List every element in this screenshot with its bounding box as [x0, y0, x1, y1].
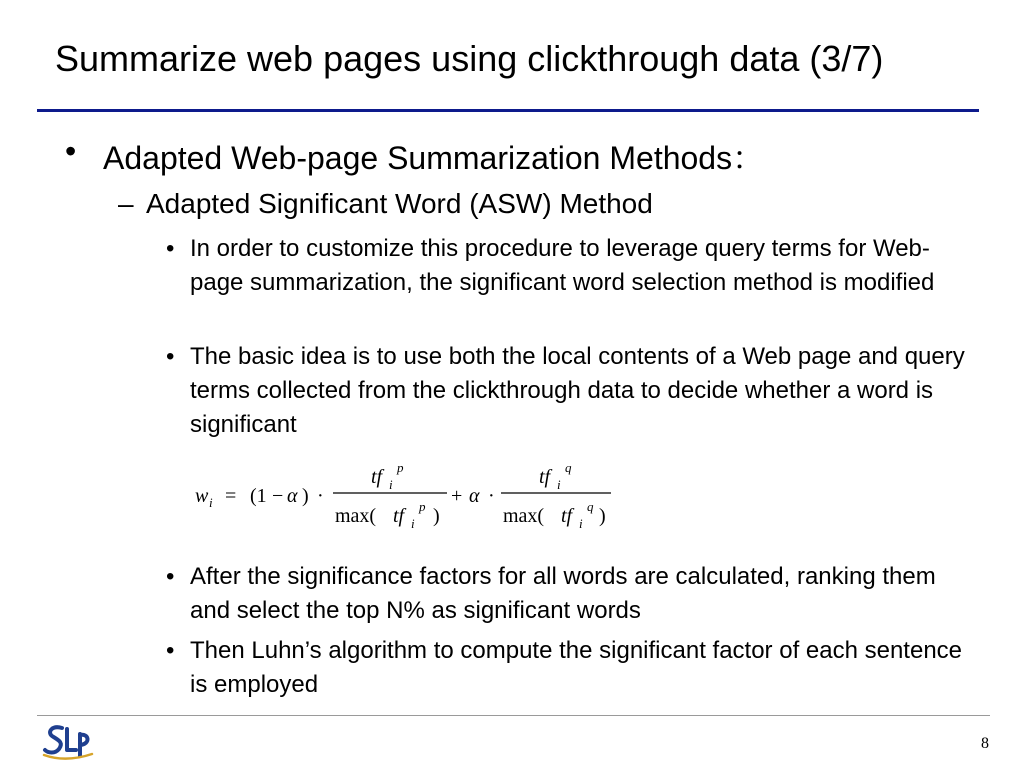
formula-tf: tf: [371, 466, 383, 488]
title-divider: [37, 109, 979, 112]
slp-logo-icon: [42, 722, 94, 767]
formula-cdot: ·: [317, 485, 324, 507]
formula-sub-i: i: [209, 495, 213, 510]
formula-equals: =: [225, 485, 237, 507]
formula-max-open: max(: [503, 505, 545, 527]
formula-alpha: α: [469, 485, 480, 507]
bullet-icon: •: [166, 343, 175, 370]
bullet-text: In order to customize this procedure to leverage query terms for Web-page summarization, the significant word selection method is modified: [190, 235, 935, 296]
formula-tf: tf: [539, 466, 551, 488]
formula: [195, 458, 625, 543]
dash-icon: –: [118, 188, 134, 219]
bullet-icon: •: [166, 637, 175, 664]
formula-sup-q: q: [587, 499, 594, 514]
slide-title: Summarize web pages using clickthrough data (3/7): [55, 38, 884, 79]
bullet-icon: •: [166, 563, 175, 590]
formula-max-close: ): [433, 505, 440, 527]
formula-max-close: ): [599, 505, 606, 527]
formula-coef-open: (1: [250, 485, 267, 507]
bullet-icon: •: [65, 133, 77, 169]
bullet-text: After the significance factors for all words are calculated, ranking them and select the top N% as significant words: [190, 563, 936, 624]
formula-w: w: [195, 485, 209, 507]
bullet-icon: •: [166, 235, 175, 262]
formula-plus: +: [451, 485, 463, 507]
formula-alpha: α: [287, 485, 298, 507]
page-number: 8: [981, 735, 989, 752]
formula-minus: −: [272, 485, 284, 507]
formula-tf: tf: [561, 505, 573, 527]
formula-sub-i: i: [557, 477, 561, 492]
formula-sub-i: i: [389, 477, 393, 492]
formula-cdot: ·: [488, 485, 495, 507]
bullet-text: The basic idea is to use both the local contents of a Web page and query terms collected from the clickthrough data to decide whether a word is significant: [190, 343, 965, 438]
bullet-text: Adapted Web-page Summarization Methods：: [103, 140, 765, 176]
formula-sup-q: q: [565, 460, 572, 475]
bullet-text: Adapted Significant Word (ASW) Method: [146, 188, 653, 219]
bullet-text: Then Luhn’s algorithm to compute the significant factor of each sentence is employed: [190, 637, 963, 698]
formula-sup-p: p: [419, 499, 426, 514]
footer-divider: [37, 715, 990, 716]
formula-coef-close: ): [302, 485, 309, 507]
formula-svg: [195, 458, 625, 538]
formula-sub-i: i: [579, 516, 583, 531]
formula-sub-i: i: [411, 516, 415, 531]
formula-max-open: max(: [335, 505, 377, 527]
formula-tf: tf: [393, 505, 405, 527]
formula-sup-p: p: [397, 460, 404, 475]
